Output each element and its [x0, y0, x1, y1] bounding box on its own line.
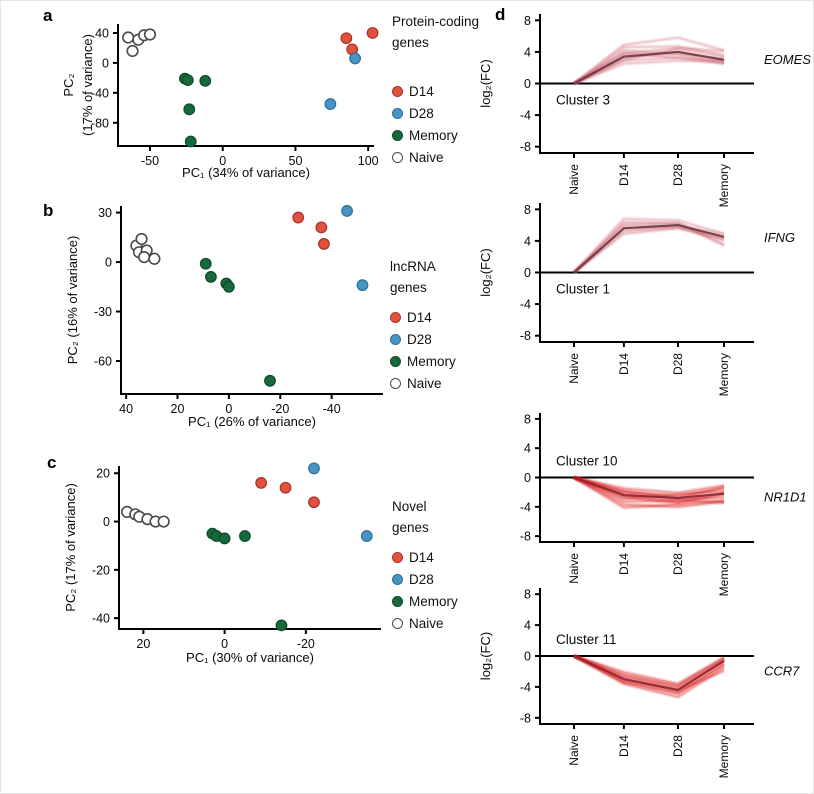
y-tick-label: 0 [524, 471, 531, 485]
naive-marker-icon [392, 152, 403, 163]
x-category-label: Naive [567, 164, 582, 195]
gene-label: IFNG [764, 229, 796, 245]
y-axis-label: log₂(FC) [478, 248, 493, 297]
gene-label: EOMES [764, 51, 811, 67]
legend-item-label: Naive [409, 149, 444, 165]
d28-marker-icon [392, 108, 403, 119]
legend-protein-coding [392, 11, 479, 168]
legend-item-label: Naive [409, 615, 444, 631]
data-point-d14 [341, 33, 352, 44]
x-tick-label: 50 [288, 154, 303, 168]
d28-marker-icon [392, 574, 403, 585]
data-point-memory [184, 104, 195, 115]
y-tick-label: 0 [524, 77, 531, 91]
member-line [574, 53, 724, 84]
legend-item-memory [390, 350, 456, 372]
y-tick-label: 0 [102, 56, 109, 71]
legend-item-label: Naive [407, 375, 442, 391]
legend-item-naive [392, 146, 479, 168]
d14-marker-icon [392, 552, 403, 563]
data-point-memory [276, 620, 287, 631]
data-point-memory [200, 76, 211, 87]
pca-plot-novel [61, 446, 397, 684]
x-tick-label: 40 [119, 402, 134, 416]
y-tick-label: 8 [524, 13, 531, 28]
legend-item-naive [392, 612, 458, 634]
data-point-memory [240, 531, 251, 542]
y-tick-label: -8 [519, 329, 531, 344]
pca-plot-protein-coding [61, 6, 397, 196]
data-point-memory [200, 258, 211, 269]
x-tick-label: -40 [322, 402, 341, 416]
cluster-label: Cluster 10 [556, 453, 618, 469]
x-category-label: D14 [616, 735, 631, 758]
legend-item-label: D14 [409, 83, 434, 99]
y-axis-label: log₂(FC) [478, 631, 493, 681]
x-tick-label: -20 [271, 402, 290, 416]
y-tick-label: -30 [93, 305, 112, 320]
gene-label: CCR7 [764, 663, 800, 679]
y-tick-label: -4 [519, 500, 531, 515]
data-point-d14 [293, 212, 304, 223]
y-axis-label: (17% of variance) [80, 34, 95, 136]
x-tick-label: -50 [140, 154, 160, 168]
data-point-naive [136, 234, 147, 245]
legend-item-naive [390, 372, 456, 394]
legend-item-d14 [390, 306, 456, 328]
y-tick-label: 0 [103, 515, 110, 530]
x-axis-label: PC₁ (26% of variance) [188, 414, 316, 429]
legend-item-label: D14 [409, 549, 434, 565]
data-point-memory [265, 376, 276, 387]
legend-item-d14 [392, 546, 458, 568]
x-axis-label: PC₁ (34% of variance) [182, 165, 310, 180]
legend-item-label: D28 [407, 331, 432, 347]
y-tick-label: 0 [524, 649, 531, 664]
cluster-label: Cluster 1 [556, 281, 611, 297]
x-category-label: D28 [671, 735, 686, 758]
y-tick-label: 4 [524, 618, 531, 633]
legend-item-label: D28 [409, 571, 434, 587]
line-chart-cluster-10 [466, 409, 814, 609]
legend-title-line-1: Novel [392, 499, 427, 514]
y-tick-label: -4 [519, 297, 531, 312]
data-point-d14 [319, 239, 330, 250]
member-line [574, 227, 724, 272]
legend-item-label: Memory [409, 127, 458, 143]
y-tick-label: 4 [524, 234, 531, 249]
y-tick-label: 4 [524, 45, 531, 60]
data-point-naive [127, 46, 138, 57]
legend-items [392, 80, 479, 168]
gene-label: NR1D1 [764, 489, 807, 505]
data-point-d14 [256, 478, 267, 489]
x-category-label: Memory [717, 164, 732, 208]
legend-title-line-1: Protein-coding [392, 14, 480, 29]
data-point-d28 [309, 463, 320, 474]
data-point-d14 [309, 497, 320, 508]
y-tick-label: 8 [524, 412, 531, 427]
y-tick-label: -8 [519, 140, 531, 155]
legend-title [392, 496, 458, 538]
x-category-label: Memory [717, 735, 732, 779]
cluster-label: Cluster 11 [556, 632, 617, 647]
legend-title [390, 256, 456, 298]
x-category-label: Naive [567, 735, 582, 766]
y-axis-label: PC₂ (16% of variance) [65, 235, 80, 365]
data-point-naive [145, 29, 156, 40]
data-point-naive [139, 252, 150, 263]
line-chart-cluster-3 [466, 6, 814, 206]
legend-item-label: Memory [409, 593, 458, 609]
line-chart-cluster-1 [466, 199, 814, 406]
data-point-memory [224, 282, 235, 293]
data-point-naive [123, 32, 134, 43]
data-point-d28 [342, 206, 353, 217]
x-category-label: Naive [567, 353, 582, 384]
x-axis-label: PC₁ (30% of variance) [186, 650, 314, 665]
panel-letter-b: b [43, 201, 54, 220]
pca-plot-lncrna [61, 196, 397, 444]
data-point-d28 [361, 531, 372, 542]
line-chart-cluster-11 [466, 586, 814, 794]
y-tick-label: -60 [93, 354, 112, 369]
x-tick-label: 0 [219, 154, 227, 168]
y-tick-label: -4 [519, 108, 531, 123]
legend-item-d28 [392, 102, 479, 124]
y-tick-label: 4 [524, 441, 531, 456]
y-tick-label: -4 [519, 680, 531, 695]
x-tick-label: -20 [296, 637, 315, 651]
memory-marker-icon [392, 596, 403, 607]
data-point-d28 [350, 53, 361, 64]
cluster-label: Cluster 3 [556, 92, 611, 108]
legend-item-label: Memory [407, 353, 456, 369]
data-point-d14 [280, 482, 291, 493]
data-point-memory [206, 272, 217, 283]
legend-novel [392, 496, 458, 634]
data-point-d28 [325, 99, 336, 110]
memory-marker-icon [392, 130, 403, 141]
x-category-label: D14 [616, 164, 631, 187]
y-tick-label: -8 [519, 711, 531, 726]
panel-letter-d: d [495, 5, 506, 24]
data-point-d14 [367, 28, 378, 39]
d28-marker-icon [390, 334, 401, 345]
legend-item-d28 [392, 568, 458, 590]
y-axis-label: log₂(FC) [478, 59, 493, 108]
legend-title-line-2: genes [390, 280, 427, 295]
data-point-memory [219, 533, 230, 544]
x-tick-label: 20 [136, 637, 151, 651]
y-tick-label: -40 [91, 611, 110, 626]
x-category-label: Memory [717, 553, 732, 597]
x-tick-label: 0 [225, 402, 233, 416]
y-tick-label: 30 [98, 206, 112, 221]
y-tick-label: -8 [519, 529, 531, 544]
x-category-label: Memory [717, 353, 732, 397]
x-category-label: Naive [567, 553, 582, 584]
legend-title-line-2: genes [392, 35, 429, 50]
x-tick-label: 100 [357, 154, 379, 168]
x-category-label: D28 [671, 164, 686, 187]
legend-item-memory [392, 124, 479, 146]
naive-marker-icon [390, 378, 401, 389]
panel-letter-a: a [43, 6, 53, 25]
legend-item-label: D28 [409, 105, 434, 121]
y-tick-label: -80 [90, 116, 109, 131]
panel-letter-c: c [47, 453, 57, 472]
d14-marker-icon [392, 86, 403, 97]
y-tick-label: 8 [524, 587, 531, 602]
legend-title-line-1: lncRNA [390, 259, 436, 274]
x-category-label: D28 [671, 353, 686, 376]
memory-marker-icon [390, 356, 401, 367]
y-axis-label: PC₂ (17% of variance) [63, 483, 78, 612]
data-point-memory [183, 75, 194, 86]
x-category-label: D28 [671, 553, 686, 576]
d14-marker-icon [390, 312, 401, 323]
data-point-naive [149, 253, 160, 264]
y-tick-label: 40 [95, 26, 109, 41]
data-point-d14 [316, 222, 327, 233]
legend-items [390, 306, 456, 394]
data-point-naive [158, 516, 169, 527]
legend-item-memory [392, 590, 458, 612]
naive-marker-icon [392, 618, 403, 629]
x-category-label: D14 [616, 553, 631, 576]
data-point-d28 [357, 280, 368, 291]
data-point-memory [185, 136, 196, 147]
y-tick-label: 0 [524, 266, 531, 280]
legend-item-d14 [392, 80, 479, 102]
legend-item-d28 [390, 328, 456, 350]
legend-item-label: D14 [407, 309, 432, 325]
x-tick-label: 0 [221, 637, 229, 651]
legend-lncrna [390, 256, 456, 394]
y-axis-label: PC₂ [61, 73, 76, 97]
legend-title [392, 11, 479, 53]
legend-items [392, 546, 458, 634]
y-tick-label: 0 [105, 255, 112, 270]
y-tick-label: -20 [91, 563, 110, 578]
y-tick-label: 20 [96, 466, 110, 481]
x-category-label: D14 [616, 353, 631, 376]
y-tick-label: 8 [524, 202, 531, 217]
x-tick-label: 20 [170, 402, 185, 416]
legend-title-line-2: genes [392, 520, 429, 535]
y-tick-label: -40 [90, 86, 109, 101]
